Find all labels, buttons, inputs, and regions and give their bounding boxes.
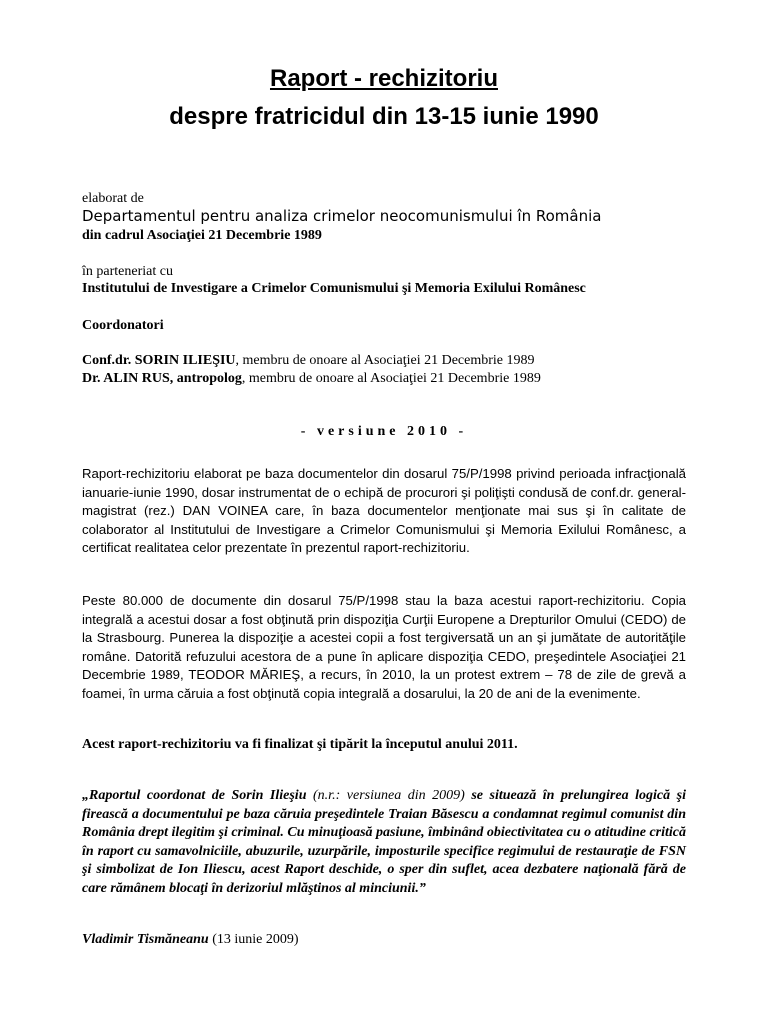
paragraph-documents: Peste 80.000 de documente din dosarul 75/P/1998 stau la baza acestui raport-rechizitoriu. Copia integrală a acestui dosar a fost obţinută prin dispoziţia Curţii Europene a Drepturilor Omului (CEDO) de la Strasbourg. Punerea la dispoziţie a acestei copii a fost tergiversată un an şi jumătate de autorităţile române. Datorită refuzului acestora de a pune în aplicare dispoziţia CEDO, preşedintele Asociaţiei 21 Decembrie 1989, TEODOR MĂRIEŞ, a recurs, în 2010, la un protest extrem – 78 de zile de grevă a foamei, în urma căruia a fost obţinută copia integrală a dosarului, la 20 de ani de la evenimente. [82,593,686,701]
version-line: - versiune 2010 - [300,424,468,439]
quote-text-start: „Raportul coordonat de Sorin Ilieşiu [82,788,314,803]
quote-signature [82,932,299,948]
coordinator-role: , membru de onoare al Asociaţiei 21 Decembrie 1989 [235,353,535,368]
coordinator-name: Dr. ALIN RUS, antropolog [82,371,242,386]
coordinators-heading: Coordonatori [82,318,164,333]
department-name: Departamentul pentru analiza crimelor neocomunismului în România [82,207,602,225]
quote-editor-note: (n.r.: versiunea din 2009) [313,788,465,803]
paragraph-intro: Raport-rechizitoriu elaborat pe baza documentelor din dosarul 75/P/1998 privind perioada infracţională ianuarie-iunie 1990, dosar instrumentat de o echipă de procurori şi poliţişti condusă de conf.dr. general-magistrat (rez.) DAN VOINEA care, în baza documentelor menţionate mai sus şi în calitate de colaborator al Institutului de Investigare a Crimelor Comunismului şi Memoria Exilului Românesc, a certificat realitatea celor prezentate în prezentul raport-rechizitoriu. [82,466,686,556]
partner-institute: Institutului de Investigare a Crimelor Comunismului şi Memoria Exilului Românesc [82,281,586,296]
coordinator-entry [82,370,686,387]
document-title: Raport - rechizitoriu [269,65,498,92]
coordinator-role: , membru de onoare al Asociaţiei 21 Decembrie 1989 [241,371,541,386]
partnership-label: în parteneriat cu [82,264,173,279]
quote-text-body: se situează în prelungirea logică şi firească a documentului pe baza căruia preşedintele Traian Băsescu a condamnat regimul comunist din România drept ilegitim şi criminal. Cu minuţioasă pasiune, îmbinând obiectivitatea cu o atitudine critică în raport cu samavolniciile, abuzurile, uzurpările, imposturile specifice regimului de restauraţie de FSN şi simbolizat de Ion Iliescu, acest Raport deschide, o sper din suflet, acea dezbatere naţională fără de care rămânem blocaţi în derizoriul mlăştinos al minciunii.” [82,788,687,896]
elaborated-by-label: elaborat de [82,191,144,206]
quote-block [82,787,686,899]
association-name: din cadrul Asociaţiei 21 Decembrie 1989 [82,228,322,243]
quote-date: (13 iunie 2009) [208,932,299,947]
document-subtitle: despre fratricidul din 13-15 iunie 1990 [169,103,599,130]
coordinator-name: Conf.dr. SORIN ILIEŞIU [82,353,236,368]
quote-author: Vladimir Tismăneanu [82,932,209,947]
coordinator-entry [82,352,686,369]
paragraph-finalization: Acest raport-rechizitoriu va fi finalizat şi tipărit la începutul anului 2011. [82,737,518,752]
